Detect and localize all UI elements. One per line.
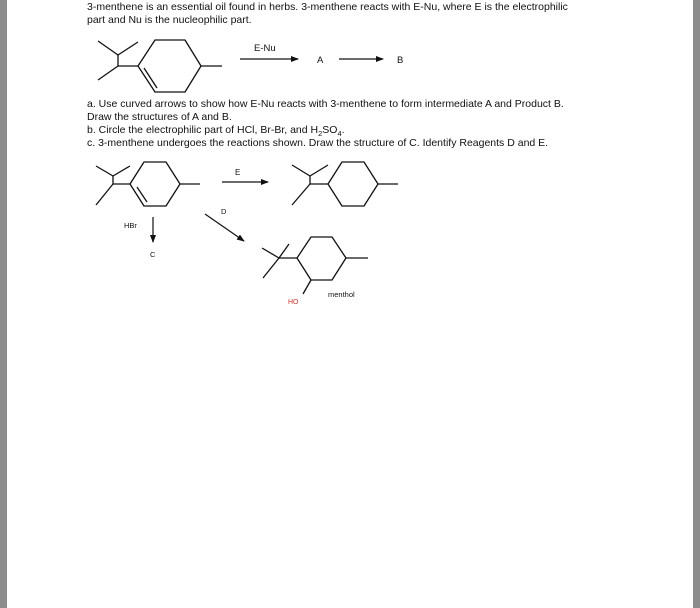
reagent-e-nu: E-Nu [254,43,276,54]
arrow-reagent-d [205,214,244,241]
question-a-line-2: Draw the structures of A and B. [87,111,232,123]
question-a-line-1: a. Use curved arrows to show how E-Nu reacts with 3-menthene to form intermediate A and Product B. [87,98,564,110]
question-b-sub-2: 4 [337,129,342,139]
intro-line-1: 3-menthene is an essential oil found in herbs. 3-menthene reacts with E-Nu, where E is the electrophilic [87,1,568,13]
question-b-end: . [341,124,345,136]
intermediate-a-label: A [317,55,324,66]
question-b-mid: SO [322,124,338,136]
reagent-d-label: D [221,207,227,216]
menthol-structure [262,237,368,294]
menthene-structure-1 [98,40,222,92]
product-b-label: B [397,55,404,66]
reagent-e-label: E [235,168,241,177]
product-c-label: C [150,250,156,259]
menthene-structure-2 [96,162,200,206]
question-c: c. 3-menthene undergoes the reactions shown. Draw the structure of C. Identify Reagents D and E. [87,137,549,149]
intro-line-2: part and Nu is the nucleophilic part. [87,14,252,26]
question-b-prefix: b. Circle the electrophilic part of HCl, Br-Br, and H [87,124,319,136]
product-of-e-structure [292,162,398,206]
hydroxyl-label: HO [288,299,299,306]
question-b-sub-1: 2 [318,129,323,139]
menthol-label: menthol [328,290,355,299]
reagent-hbr-label: HBr [124,221,137,230]
